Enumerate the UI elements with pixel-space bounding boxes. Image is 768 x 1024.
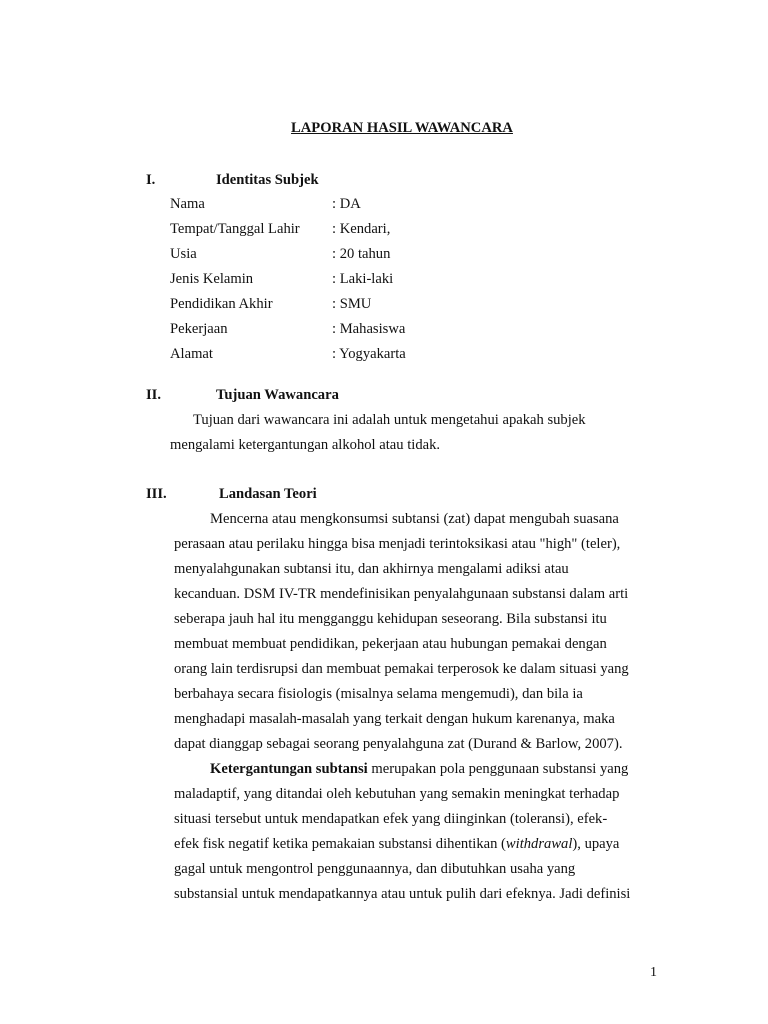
paragraph-line: substansial untuk mendapatkannya atau untuk pulih dari efeknya. Jadi definisi [174,886,631,902]
field-row-usia [170,246,670,268]
field-row-jenis-kelamin [170,271,670,293]
field-label: Tempat/Tanggal Lahir [170,221,300,237]
field-label: Pekerjaan [170,321,228,337]
section-2-heading: Tujuan Wawancara [216,387,339,403]
paragraph-line: orang lain terdisrupsi dan membuat pemakai terperosok ke dalam situasi yang [174,661,629,677]
field-value: : Yogyakarta [332,346,406,362]
paragraph-line: situasi tersebut untuk mendapatkan efek yang diinginkan (toleransi), efek- [174,811,608,827]
field-value: : 20 tahun [332,246,391,262]
field-label: Nama [170,196,205,212]
paragraph-line: membuat membuat pendidikan, pekerjaan atau hubungan pemakai dengan [174,636,607,652]
term-withdrawal: withdrawal [505,836,573,852]
paragraph-line: menyalahgunakan subtansi itu, dan akhirnya mengalami adiksi atau [174,561,569,577]
paragraph-line: perasaan atau perilaku hingga bisa menjadi terintoksikasi atau "high" (teler), [174,536,621,552]
paragraph-line: gagal untuk mengontrol penggunaannya, dan dibutuhkan usaha yang [174,861,576,877]
field-label: Usia [170,246,197,262]
paragraph-line: kecanduan. DSM IV-TR mendefinisikan penyalahgunaan substansi dalam arti [174,586,629,602]
field-row-ttl [170,221,670,243]
paragraph-line: Tujuan dari wawancara ini adalah untuk mengetahui apakah subjek [193,412,586,428]
paragraph-line: dapat dianggap sebagai seorang penyalahguna zat (Durand & Barlow, 2007). [174,736,623,752]
paragraph-line: maladaptif, yang ditandai oleh kebutuhan yang semakin meningkat terhadap [174,786,620,802]
section-1-number: I. [146,172,156,188]
field-value: : Kendari, [332,221,391,237]
field-row-pekerjaan [170,321,670,343]
term-ketergantungan: Ketergantungan subtansi [210,761,368,777]
section-2-number: II. [146,387,162,403]
field-label: Jenis Kelamin [170,271,254,287]
field-value: : DA [332,196,361,212]
field-value: : Laki-laki [332,271,394,287]
paragraph-line: menghadapi masalah-masalah yang terkait dengan hukum karenanya, maka [174,711,615,727]
paragraph-line: berbahaya secara fisiologis (misalnya selama mengemudi), dan bila ia [174,686,583,702]
paragraph-text: efek fisk negatif ketika pemakaian substansi dihentikan ( [174,836,506,852]
field-value: : SMU [332,296,372,312]
field-row-alamat [170,346,670,368]
paragraph-line: Mencerna atau mengkonsumsi subtansi (zat) dapat mengubah suasana [210,511,619,527]
page-title: LAPORAN HASIL WAWANCARA [291,120,513,136]
paragraph-text: merupakan pola penggunaan substansi yang [367,761,629,777]
paragraph-line: seberapa jauh hal itu mengganggu kehidupan seseorang. Bila substansi itu [174,611,607,627]
field-label: Alamat [170,346,213,362]
page-number: 1 [650,965,657,980]
field-value: : Mahasiswa [332,321,406,337]
paragraph-line: mengalami ketergantungan alkohol atau tidak. [170,437,441,453]
field-row-pendidikan [170,296,670,318]
section-3-number: III. [146,486,167,502]
section-3-heading: Landasan Teori [219,486,317,502]
section-1-heading: Identitas Subjek [216,172,319,188]
paragraph-line [174,836,619,853]
paragraph-text: ), upaya [572,836,620,852]
paragraph-line [210,761,628,778]
field-label: Pendidikan Akhir [170,296,273,312]
field-row-nama [170,196,670,218]
